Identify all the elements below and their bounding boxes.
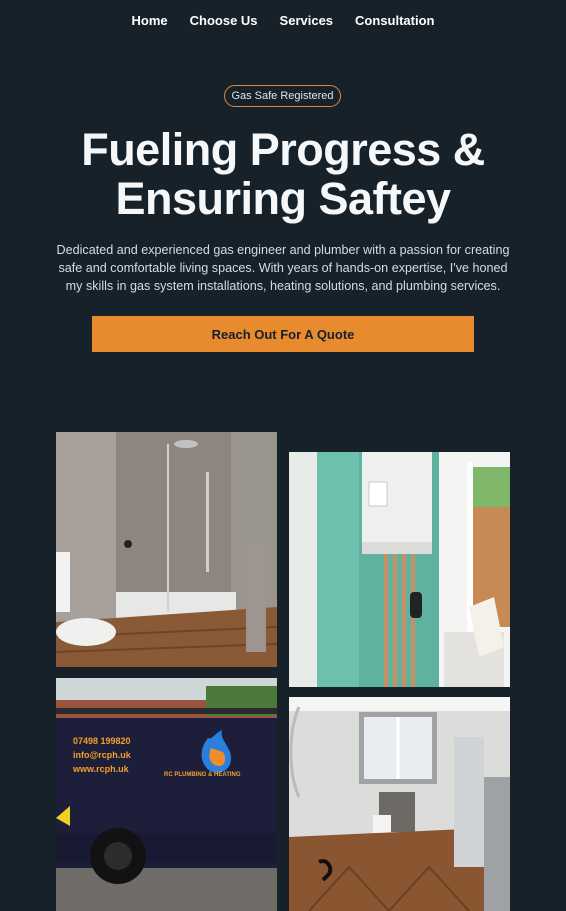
van-phone: 07498 199820: [73, 736, 131, 746]
van-brand: RC PLUMBING & HEATING: [164, 772, 241, 778]
van-email: info@rcph.uk: [73, 750, 131, 760]
bathroom-photo: [289, 697, 510, 911]
gas-safe-badge: Gas Safe Registered: [224, 85, 341, 107]
nav-home[interactable]: Home: [131, 12, 168, 28]
quote-button[interactable]: Reach Out For A Quote: [92, 316, 474, 352]
hero-description: Dedicated and experienced gas engineer and plumber with a passion for creating safe and comfortable living spaces. With years of hands-on expertise, I've honed my skills in gas system installations, heating solutions, and plumbing services.: [56, 243, 510, 293]
nav-choose-us[interactable]: Choose Us: [189, 12, 258, 28]
boiler-photo: [289, 452, 510, 687]
hero-title-line1: Fueling Progress &: [81, 124, 485, 175]
van-website: www.rcph.uk: [73, 764, 129, 774]
main-nav: [0, 0, 566, 40]
nav-services[interactable]: Services: [279, 12, 334, 28]
van-photo: [56, 678, 277, 911]
shower-photo: [56, 432, 277, 667]
hero-title: [0, 125, 566, 223]
nav-consultation[interactable]: Consultation: [355, 12, 435, 28]
hero-title-line2: Ensuring Saftey: [115, 173, 451, 224]
